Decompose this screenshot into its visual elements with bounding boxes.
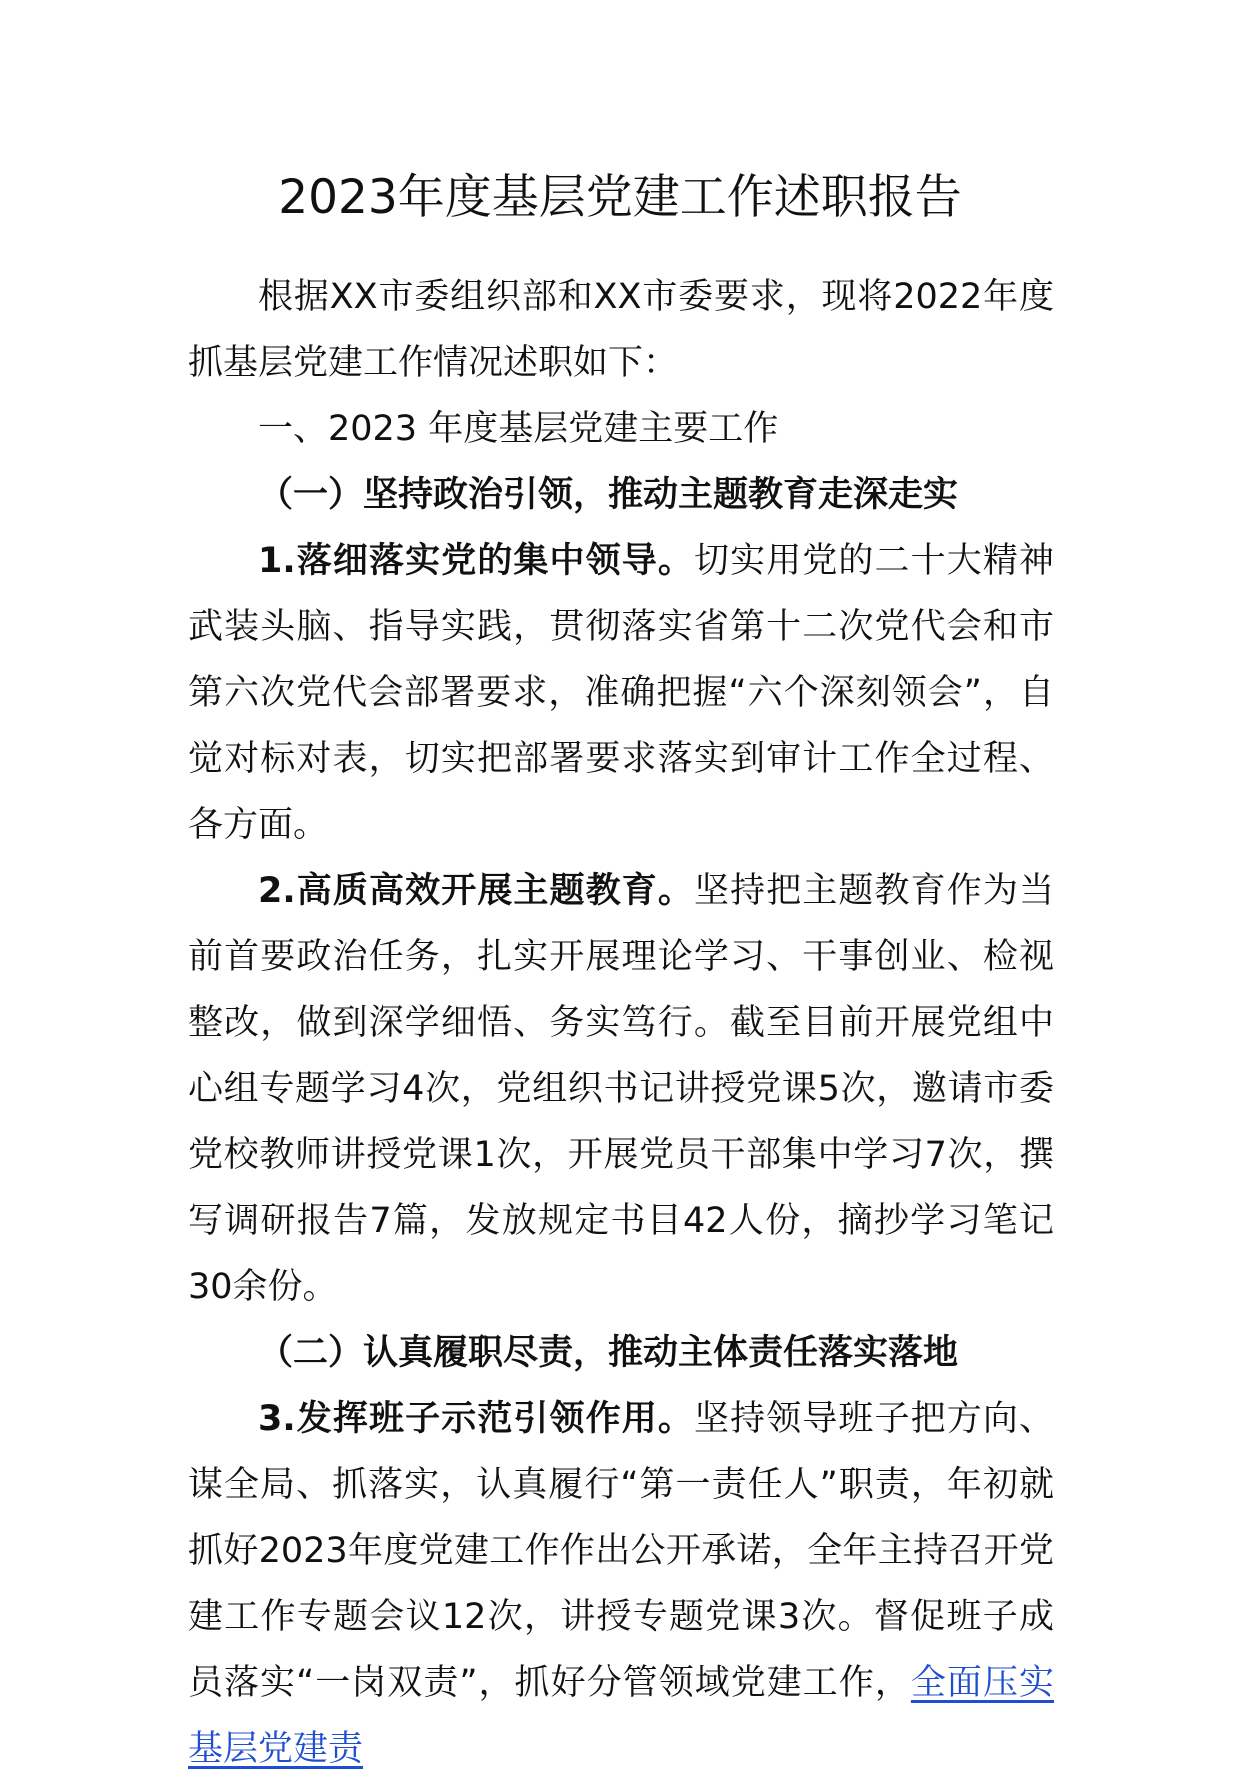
- item-paragraph-2: [188, 858, 1054, 1320]
- item-lead-3: 3.发挥班子示范引领作用。: [258, 1399, 694, 1439]
- hyperlink[interactable]: 全面压实基层党建责: [188, 1663, 1054, 1769]
- intro-paragraph: 根据XX市委组织部和XX市委要求，现将2022年度抓基层党建工作情况述职如下：: [188, 277, 1054, 383]
- item-lead-1: 1.落细落实党的集中领导。: [258, 541, 694, 581]
- item-lead-2: 2.高质高效开展主题教育。: [258, 871, 694, 911]
- section-heading-1: 一、2023 年度基层党建主要工作: [258, 409, 779, 449]
- item-paragraph-1: [188, 528, 1054, 858]
- subsection-heading-2: （二）认真履职尽责，推动主体责任落实落地: [258, 1333, 959, 1373]
- document-body: [188, 264, 1054, 1782]
- subsection-heading-1: （一）坚持政治引领，推动主题教育走深走实: [258, 475, 959, 515]
- item-text-2: 坚持把主题教育作为当前首要政治任务，扎实开展理论学习、干事创业、检视整改，做到深学细悟、务实笃行。截至目前开展党组中心组专题学习4次，党组织书记讲授党课5次，邀请市委党校教师讲授党课1次，开展党员干部集中学习7次，撰写调研报告7篇，发放规定书目42人份，摘抄学习笔记30余份。: [188, 871, 1054, 1307]
- item-text-3: 坚持领导班子把方向、谋全局、抓落实，认真履行“第一责任人”职责，年初就抓好2023年度党建工作作出公开承诺，全年主持召开党建工作专题会议12次，讲授专题党课3次。督促班子成员落实“一岗双责”，抓好分管领域党建工作，: [188, 1399, 1054, 1703]
- document-title: 2023年度基层党建工作述职报告: [278, 170, 962, 225]
- item-paragraph-3: [188, 1386, 1054, 1782]
- item-text-1: 切实用党的二十大精神武装头脑、指导实践，贯彻落实省第十二次党代会和市第六次党代会部署要求，准确把握“六个深刻领会”，自觉对标对表，切实把部署要求落实到审计工作全过程、各方面。: [188, 541, 1054, 845]
